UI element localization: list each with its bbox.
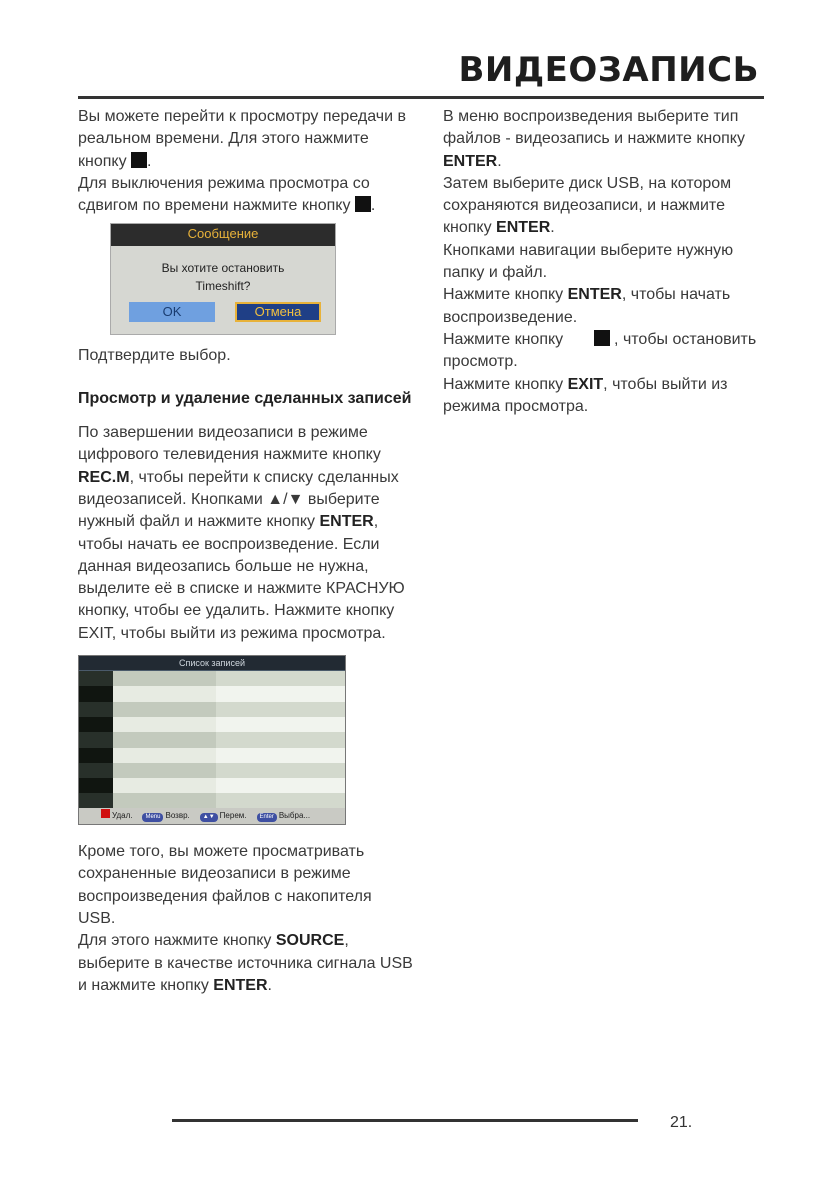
table-cell [79, 671, 113, 686]
step-start-playback [443, 284, 773, 329]
footer-divider [172, 1119, 638, 1122]
table-cell [113, 717, 216, 732]
footer-hint-label: Удал. [112, 810, 133, 820]
remote-key-icon: Enter [257, 813, 277, 822]
paragraph-recordings [78, 422, 413, 645]
remote-key-icon: Menu [142, 813, 163, 822]
text: , чтобы начать воспроизведение. [443, 286, 731, 326]
page-number: 21. [670, 1114, 693, 1131]
paragraph-source [78, 930, 413, 997]
remote-key-icon: ▲▼ [200, 813, 218, 822]
page-title: ВИДЕОЗАПИСЬ [458, 50, 759, 90]
exit-key-label: EXIT [567, 375, 604, 393]
timeshift-stop-dialog [110, 223, 336, 335]
text: Нажмите кнопку [443, 286, 568, 304]
table-cell [216, 778, 345, 793]
table-row[interactable] [79, 702, 345, 717]
table-row[interactable] [79, 671, 345, 686]
enter-key-label: ENTER [443, 152, 498, 170]
table-cell [113, 686, 216, 701]
enter-key-label: ENTER [496, 219, 551, 237]
table-cell [216, 717, 345, 732]
dialog-message-2: Timeshift? [195, 279, 251, 294]
rec-m-key-label: REC.M [78, 468, 130, 486]
table-cell [216, 732, 345, 747]
footer-hint [200, 805, 247, 827]
table-cell [113, 702, 216, 717]
footer-hint-label: Возвр. [165, 810, 190, 820]
text: . [550, 219, 555, 237]
table-cell [79, 686, 113, 701]
table-cell [79, 763, 113, 778]
text: Вы можете перейти к просмотру передачи в реальном времени. Для этого нажмите кнопку [78, 108, 406, 170]
table-cell [113, 671, 216, 686]
table-cell [216, 763, 345, 778]
recordings-list-title: Список записей [79, 656, 345, 671]
table-cell [79, 748, 113, 763]
step-navigate: Кнопками навигации выберите нужную папку и файл. [443, 241, 734, 282]
text: Нажмите кнопку [443, 330, 568, 348]
paragraph-usb-playback: Кроме того, вы можете просматривать сохраненные видеозаписи в режиме воспроизведения файлов с накопителя USB. [78, 843, 372, 927]
table-row[interactable] [79, 732, 345, 747]
table-row[interactable] [79, 763, 345, 778]
stop-square-icon [131, 152, 147, 168]
step-exit [443, 374, 773, 419]
table-cell [216, 702, 345, 717]
stop-square-icon [594, 330, 610, 346]
table-row[interactable] [79, 686, 345, 701]
text: Нажмите кнопку [443, 375, 568, 393]
dialog-title: Сообщение [111, 224, 335, 246]
table-cell [113, 732, 216, 747]
title-divider [78, 96, 764, 99]
left-column [78, 106, 413, 997]
text: В меню воспроизведения выберите тип файлов - видеозапись и нажмите кнопку [443, 108, 745, 148]
recordings-list-screenshot [78, 655, 346, 825]
text: . [267, 976, 272, 994]
enter-key-label: ENTER [319, 513, 374, 531]
text: , чтобы остановить просмотр. [443, 330, 757, 371]
footer-hint [101, 805, 132, 827]
table-cell [216, 686, 345, 701]
recordings-list-grid [79, 671, 345, 809]
ok-button[interactable]: OK [129, 302, 215, 322]
table-cell [79, 732, 113, 747]
text: По завершении видеозаписи в режиме цифрового телевидения нажмите кнопку [78, 424, 381, 464]
footer-hint [257, 805, 311, 827]
table-cell [113, 748, 216, 763]
table-cell [216, 671, 345, 686]
text: Для этого нажмите кнопку [78, 932, 276, 950]
text: Для выключения режима просмотра со сдвигом по времени нажмите кнопку [78, 174, 370, 215]
text: , чтобы выйти из режима просмотра. [443, 375, 728, 415]
table-cell [79, 778, 113, 793]
enter-key-label: ENTER [213, 976, 268, 994]
recordings-list-footer [79, 808, 345, 824]
footer-hint-label: Выбра... [278, 810, 311, 820]
dialog-message: Вы хотите остановить [161, 261, 285, 276]
confirm-text: Подтвердите выбор. [78, 347, 231, 365]
source-key-label: SOURCE [275, 932, 345, 950]
stop-square-icon [355, 196, 371, 212]
red-key-icon [101, 809, 110, 818]
paragraph-timeshift-off [78, 173, 413, 218]
paragraph-live-view [78, 106, 413, 173]
text: , чтобы перейти к списку сделанных видеозаписей. Кнопками ▲/▼ выберите нужный файл и нажмите кнопку [78, 468, 399, 531]
step-file-type [443, 106, 773, 173]
right-column [443, 106, 773, 418]
text: , чтобы начать ее воспроизведение. Если данная видеозапись больше не нужна, выделите её в списке и нажмите КРАСНУЮ кнопку, чтобы ее удалить. Нажмите кнопку EXIT, чтобы выйти из режима просмотра. [78, 513, 405, 642]
step-select-usb [443, 173, 773, 240]
footer-hint-label: Перем. [219, 810, 247, 820]
table-cell [113, 778, 216, 793]
table-row[interactable] [79, 717, 345, 732]
table-cell [113, 763, 216, 778]
text: . [370, 197, 376, 215]
cancel-button[interactable]: Отмена [235, 302, 321, 322]
text: Затем выберите диск USB, на котором сохраняются видеозаписи, и нажмите кнопку [443, 174, 732, 237]
text: . [497, 152, 502, 170]
table-cell [79, 702, 113, 717]
step-stop [443, 329, 773, 374]
table-row[interactable] [79, 778, 345, 793]
text: , выберите в качестве источника сигнала USB и нажмите кнопку [78, 932, 413, 994]
section-subheading: Просмотр и удаление сделанных записей [78, 389, 412, 407]
text: . [147, 152, 152, 170]
enter-key-label: ENTER [567, 286, 622, 304]
table-row[interactable] [79, 748, 345, 763]
footer-hint [142, 805, 189, 827]
table-cell [79, 717, 113, 732]
table-cell [216, 748, 345, 763]
